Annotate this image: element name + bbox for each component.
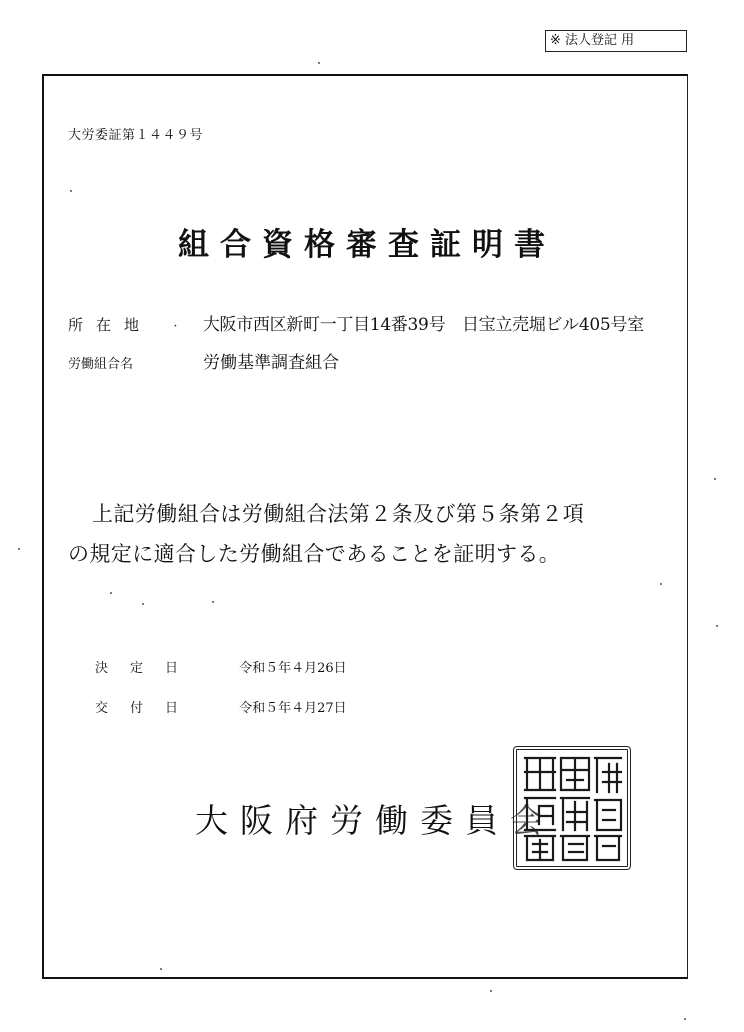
address-value: 大阪市西区新町一丁目14番39号 日宝立売堀ビル405号室 bbox=[202, 315, 644, 335]
scan-speck bbox=[684, 1018, 686, 1020]
scan-speck bbox=[716, 625, 718, 627]
seal-glyphs-icon bbox=[517, 750, 627, 866]
scan-speck bbox=[18, 548, 20, 550]
usage-note: ※ 法人登記 用 bbox=[550, 33, 635, 48]
scan-speck bbox=[70, 190, 72, 192]
statement-line-1: 上記労働組合は労働組合法第２条及び第５条第２項 bbox=[92, 502, 585, 526]
issue-date-row bbox=[95, 697, 347, 716]
certificate-title: 組合資格審査証明書 bbox=[178, 227, 556, 263]
statement-line-2: の規定に適合した労働組合であることを証明する。 bbox=[68, 542, 561, 566]
scan-speck bbox=[110, 592, 112, 594]
issuer-name: 大阪府労働委員会 bbox=[195, 801, 555, 840]
official-seal bbox=[513, 746, 631, 870]
scan-speck bbox=[660, 583, 662, 585]
address-label: 所在地 bbox=[68, 316, 153, 334]
scan-speck bbox=[160, 968, 162, 970]
decision-date-label: 決定日 bbox=[95, 661, 201, 676]
certificate-number: 大労委証第１４４９号 bbox=[68, 128, 204, 143]
scan-speck bbox=[212, 601, 214, 603]
union-name-value: 労働基準調査組合 bbox=[203, 353, 340, 373]
decision-date-row bbox=[95, 657, 347, 676]
scan-speck bbox=[142, 603, 144, 605]
issue-date-value: 令和５年４月27日 bbox=[239, 701, 347, 716]
decision-date-value: 令和５年４月26日 bbox=[239, 661, 347, 676]
scan-speck bbox=[714, 478, 716, 480]
scan-speck bbox=[490, 990, 492, 992]
issue-date-label: 交付日 bbox=[95, 701, 201, 716]
scan-speck bbox=[318, 62, 320, 64]
address-row bbox=[68, 310, 644, 335]
union-row bbox=[68, 348, 339, 373]
union-name-label: 労働組合名 bbox=[68, 357, 134, 372]
address-separator: · bbox=[173, 319, 178, 334]
usage-note-box bbox=[545, 30, 687, 52]
